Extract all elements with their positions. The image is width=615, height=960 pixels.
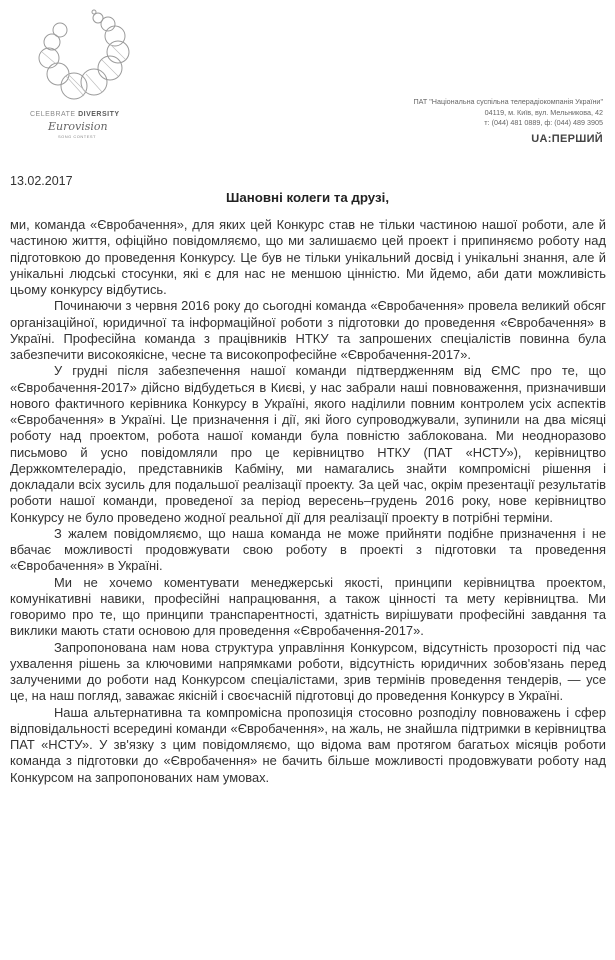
- paragraph: З жалем повідомляємо, що наша команда не може прийняти подібне призначення і не вбачає можливості продовжувати свою роботу в проекті з підготовки та проведення «Євробачення» в Україні.: [10, 525, 606, 574]
- organization-block: [413, 97, 603, 146]
- org-phone: т: (044) 481 0889, ф: (044) 489 3905: [484, 118, 603, 127]
- org-address: 04119, м. Київ, вул. Мельникова, 42: [484, 107, 603, 117]
- paragraph: Наша альтернативна та компромісна пропозиція стосовно розподілу повноважень і сфер відповідальності всередині команди «Євробачення», на жаль, не знайшла підтримки в керівництва ПАТ «НСТУ». У зв'язку з цим повідомляємо, що відома вам протягом багатьох місяців роботи команда з підготовки до «Євробачення» не бачить більше можливості продовжувати роботу над Конкурсом на запропонованих нам умовах.: [10, 704, 606, 785]
- eurovision-subtitle: SONG CONTEST: [58, 134, 97, 139]
- paragraph: ми, команда «Євробачення», для яких цей Конкурс став не тільки частиною нашої роботи, але й частиною життя, офіційно повідомляємо, що ми залишаємо цей проект і припиняємо роботу над підготовкою до проведення Конкурсу. Це був не тільки унікальний досвід і унікальні знання, але й унікальні людські стосунки, які є для нас не меншою цінністю. Ми йдемо, аби дати можливість цьому конкурсу відбутись.: [10, 217, 606, 297]
- paragraph: Запропонована нам нова структура управління Конкурсом, відсутність прозорості під час ухвалення рішень за ключовими напрямками роботи, відсутність юридичних зобов'язань перед залученими до роботи над Конкурсом спеціалістами, зрив термінів проведення тендерів, — усе це, на наш погляд, заважає якісній і своєчасній підготовці до проведення Конкурсу в Україні.: [10, 639, 606, 704]
- slogan-light: CELEBRATE: [30, 111, 76, 118]
- letter-greeting: Шановні колеги та друзі,: [225, 190, 390, 205]
- ua-pershyi-logo: UA:ПЕРШИЙ: [531, 132, 603, 145]
- slogan-bold: DIVERSITY: [78, 111, 120, 118]
- paragraph: Ми не хочемо коментувати менеджерські якості, принципи керівництва проектом, комунікативні навики, професійні напрацювання, а також цінності та мету керівництва. Ми говоримо про те, що принципи транспарентності, здатність вирішувати професійні завдання та виклики мають стати основою для проведення «Євробачення-2017».: [10, 574, 606, 639]
- slogan: [30, 111, 120, 118]
- org-name: ПАТ "Національна суспільна телерадіокомпанія України": [413, 97, 603, 106]
- letter-body: [10, 217, 606, 786]
- paragraph: Починаючи з червня 2016 року до сьогодні команда «Євробачення» провела великий обсяг організаційної, юридичної та інформаційної роботи з підготовки до проведення «Євробачення» в Україні. Професійна команда з працівників НТКУ та запрошених спеціалістів повинна була забезпечити високоякісне, чесне та високопрофесійне «Євробачення-2017».: [10, 298, 606, 362]
- letter-date: 13.02.2017: [10, 174, 73, 188]
- paragraph: У грудні після забезпечення нашої команди підтвердженням від ЄМС про те, що «Євробачення-2017» дійсно відбудеться в Києві, у нас забрали наші повноваження, призначивши нового фактичного керівника Конкурсу в Україні, якого наділили повним контролем усіх аспектів «Євробачення» в Україні. Це призначення і дії, які його супроводжували, зупинили на два місяці роботу над проектом, робота нашої команди була повністю заблокована. Ми неодноразово письмово й усно повідомляли про це керівництво НТКУ (ПАТ «НСТУ»), керівництво Держкомтелерадіо, представників Кабміну, ми намагались знайти компромісні рішення і докладали всіх зусиль для подальшої реалізації проекту. За цей час, окрім презентації результатів роботи нашої команди, проведеної за період вересень–грудень 2016 року, нове керівництво Конкурсу не було проведено жодної реальної дії для реалізації проекту в потрібні терміни.: [10, 363, 606, 525]
- eurovision-wordmark: Eurovision: [48, 120, 108, 133]
